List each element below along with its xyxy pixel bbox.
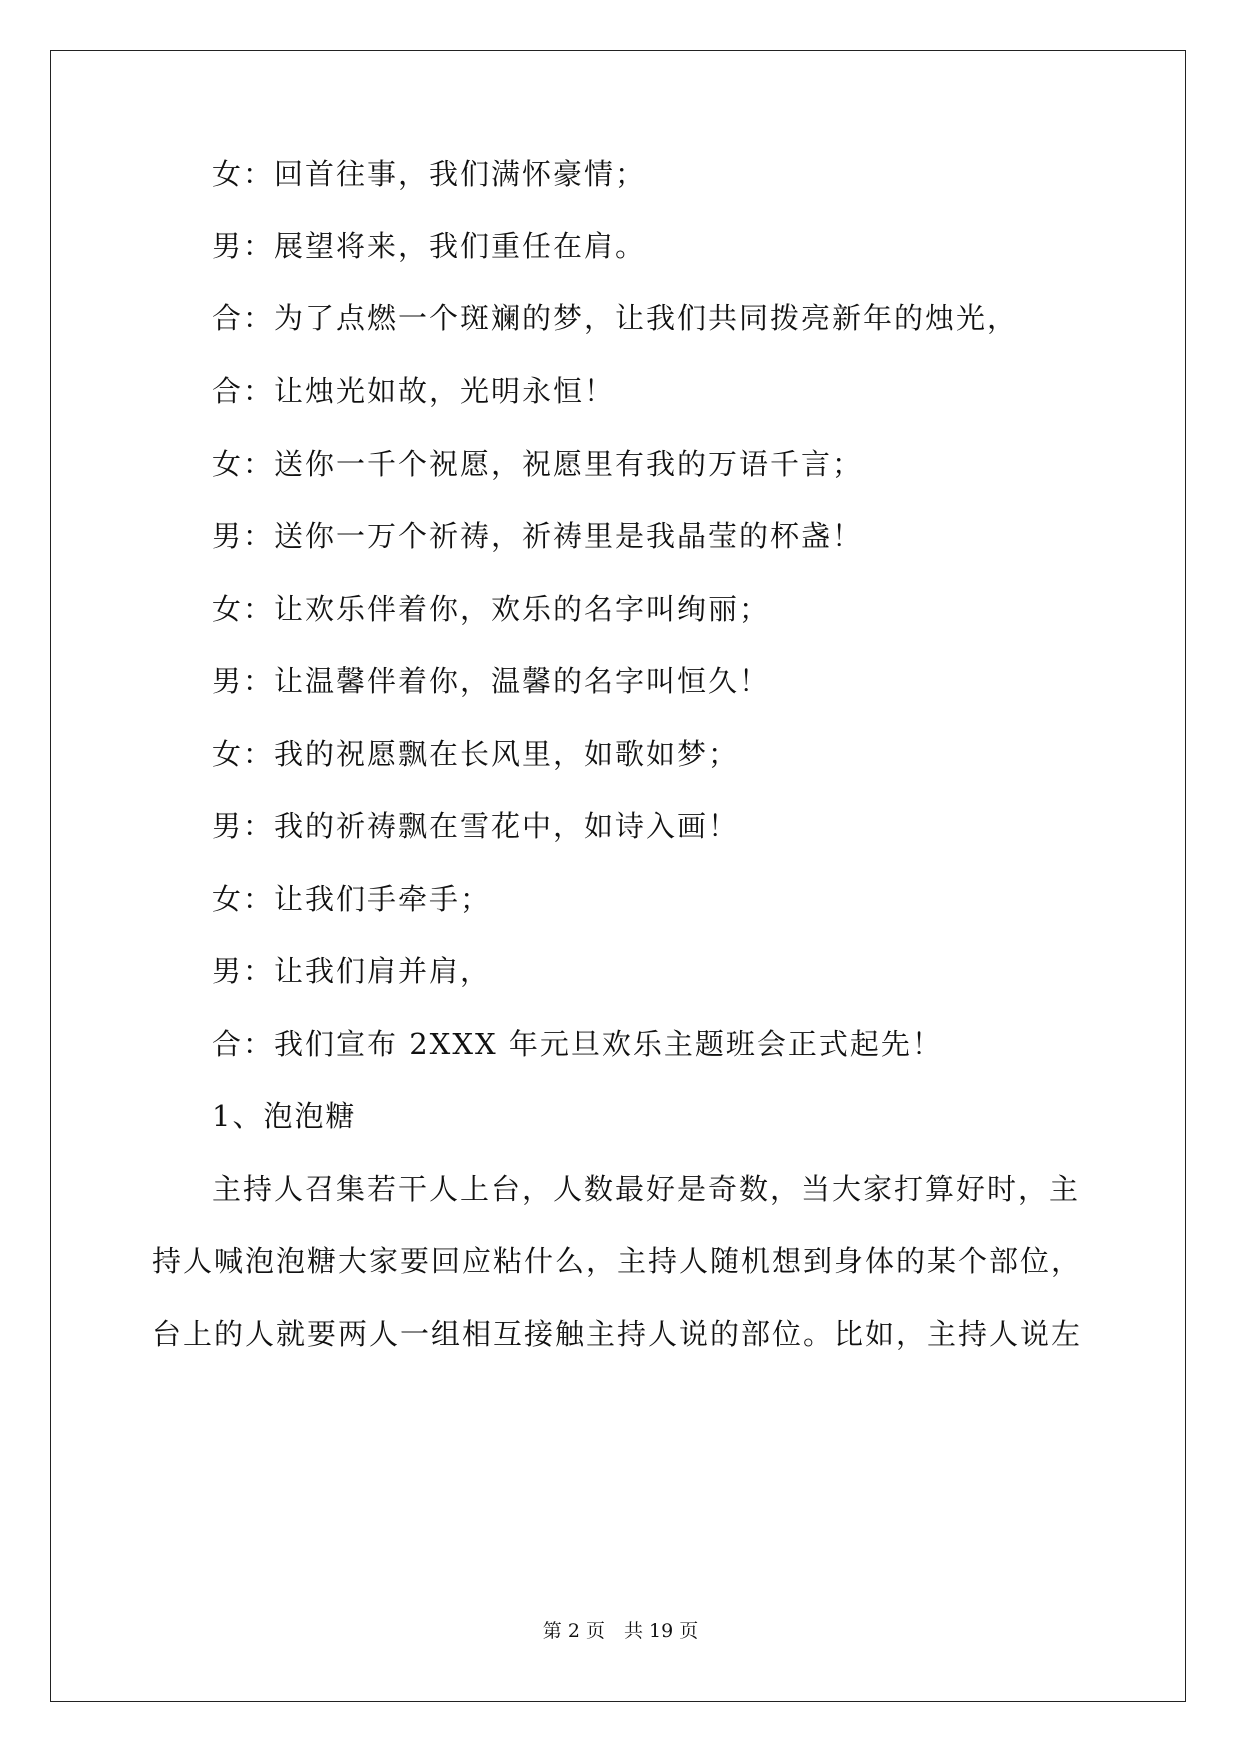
paragraph-line: 主持人召集若干人上台，人数最好是奇数，当大家打算好时，主	[212, 1172, 1081, 1206]
paragraph-line: 台上的人就要两人一组相互接触主持人说的部位。比如，主持人说左	[152, 1317, 1083, 1351]
page-number: 第 2 页 共 19 页	[542, 1620, 699, 1642]
dialogue-line: 男：送你一万个祈祷，祈祷里是我晶莹的杯盏！	[212, 519, 864, 553]
dialogue-line: 女：让欢乐伴着你，欢乐的名字叫绚丽；	[212, 592, 771, 626]
dialogue-line: 女：回首往事，我们满怀豪情；	[212, 157, 647, 191]
dialogue-line: 女：让我们手牵手；	[212, 882, 492, 916]
section-heading: 1、泡泡糖	[212, 1099, 357, 1133]
dialogue-line: 男：让温馨伴着你，温馨的名字叫恒久！	[212, 664, 771, 698]
dialogue-line: 男：我的祈祷飘在雪花中，如诗入画！	[212, 809, 740, 843]
dialogue-line: 合：让烛光如故，光明永恒！	[212, 374, 616, 408]
dialogue-line: 男：展望将来，我们重任在肩。	[212, 229, 647, 263]
paragraph-line: 持人喊泡泡糖大家要回应粘什么，主持人随机想到身体的某个部位，	[152, 1244, 1083, 1278]
dialogue-line: 女：送你一千个祝愿，祝愿里有我的万语千言；	[212, 447, 864, 481]
dialogue-line: 合：为了点燃一个斑斓的梦，让我们共同拨亮新年的烛光，	[212, 301, 1019, 335]
dialogue-line: 女：我的祝愿飘在长风里，如歌如梦；	[212, 737, 740, 771]
dialogue-line: 男：让我们肩并肩，	[212, 954, 492, 988]
dialogue-line: 合：我们宣布 2XXX 年元旦欢乐主题班会正式起先！	[212, 1027, 943, 1061]
